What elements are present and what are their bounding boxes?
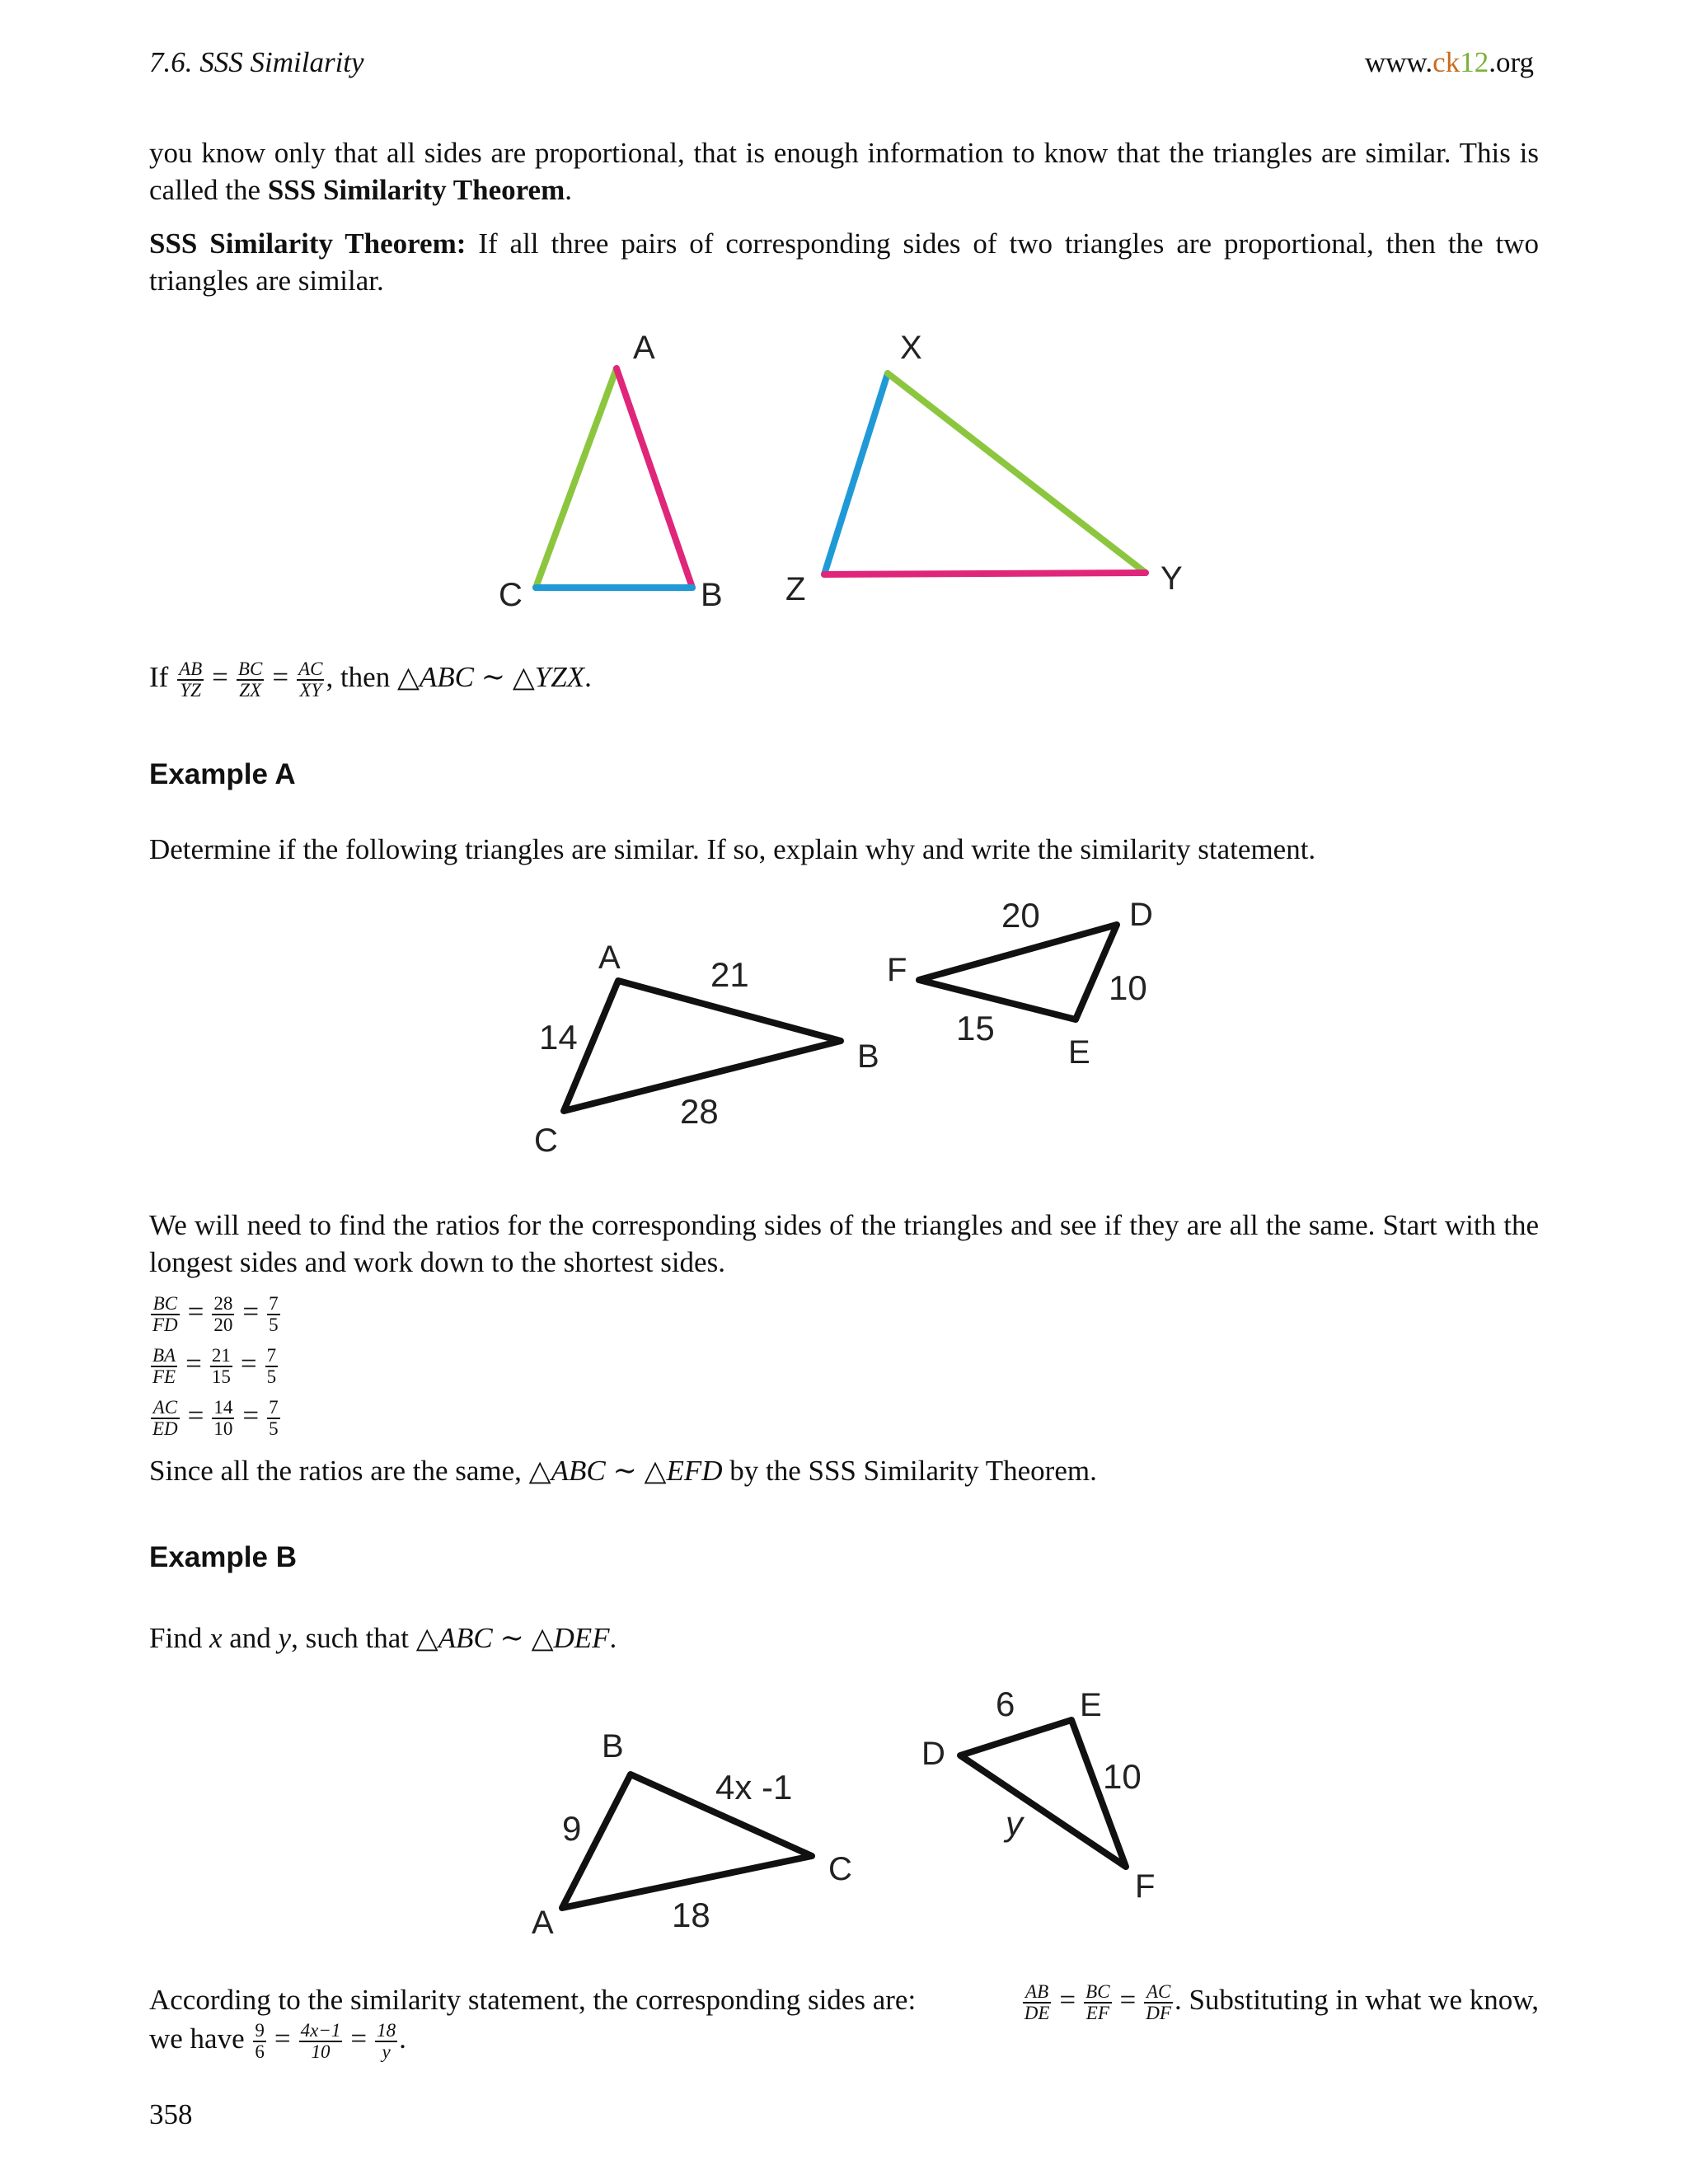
similarity-condition: If $\frac{AB}{YZ}$ = $\frac{BC}{ZX}$ = $\frac{AC}{XY}$ , then △ABC ∼ △YZX. xyxy=(149,658,592,701)
figure-example-a xyxy=(495,894,1203,1166)
side-label-10: 10 xyxy=(1103,1757,1142,1796)
example-b-equation: we have $\frac{9}{6}$ = $\frac{4x-1}{10}$ = $\frac{18}{y}$ . xyxy=(149,2020,406,2062)
theorem-paragraph: SSS Similarity Theorem: If all three pairs of corresponding sides of two triangles are proportional, then the two triangles are similar. xyxy=(149,227,1539,297)
side-label-28: 28 xyxy=(680,1092,719,1131)
example-a-prompt: Determine if the following triangles are similar. If so, explain why and write the similarity statement. xyxy=(149,833,1316,865)
label-b: B xyxy=(857,1038,879,1075)
side-label-15: 15 xyxy=(956,1009,995,1047)
label-c: C xyxy=(499,577,523,613)
ratio-row-1: $\frac{BC}{FD}$ = $\frac{28}{20}$ = $\frac{7}{5}$ xyxy=(152,1293,279,1335)
side-label-6: 6 xyxy=(996,1685,1015,1723)
example-a-heading: Example A xyxy=(149,758,296,790)
ratio-row-2: $\frac{BA}{FE}$ = $\frac{21}{15}$ = $\frac{7}{5}$ xyxy=(152,1345,277,1387)
label-z: Z xyxy=(785,571,806,607)
side-ab xyxy=(617,368,692,588)
side-label-18: 18 xyxy=(672,1896,710,1934)
theorem-label: SSS Similarity Theorem: xyxy=(149,227,467,260)
label-e: E xyxy=(1080,1687,1102,1723)
side-zy xyxy=(824,573,1146,574)
page-number: 358 xyxy=(149,2098,193,2130)
label-f: F xyxy=(887,952,907,988)
fraction-bc-zx: $\frac{BC}{ZX}$ xyxy=(237,658,263,701)
ratio-row-3: $\frac{AC}{ED}$ = $\frac{14}{10}$ = $\frac{7}{5}$ xyxy=(152,1397,279,1439)
label-b: B xyxy=(701,577,723,613)
label-b: B xyxy=(602,1728,624,1765)
example-b-correspondence: According to the similarity statement, the corresponding sides are: $\frac{AB}{DE}$ = $\frac{BC}{EF}$ = $\frac{AC}{DF}$ . Substituting in what we know, xyxy=(149,1981,1539,2023)
figure-triangles-abc-xyz xyxy=(462,326,1203,622)
side-ac xyxy=(536,368,617,588)
label-c: C xyxy=(534,1122,558,1159)
example-a-conclusion: Since all the ratios are the same, △ABC ∼ △EFD by the SSS Similarity Theorem. xyxy=(149,1455,1097,1487)
section-title: 7.6. SSS Similarity xyxy=(149,46,364,78)
intro-paragraph: you know only that all sides are proportional, that is enough information to know that the triangles are similar. This is called the SSS Similarity Theorem. xyxy=(149,137,1539,206)
label-y: Y xyxy=(1160,560,1183,597)
side-label-10: 10 xyxy=(1109,968,1147,1007)
label-a: A xyxy=(633,330,655,366)
example-b-prompt: Find x and y, such that △ABC ∼ △DEF. xyxy=(149,1622,617,1654)
side-label-14: 14 xyxy=(539,1018,578,1057)
label-x: X xyxy=(900,330,922,366)
fraction-ab-yz: $\frac{AB}{YZ}$ xyxy=(179,658,203,701)
side-label-21: 21 xyxy=(710,955,749,994)
label-a: A xyxy=(532,1905,554,1941)
triangle-xyz xyxy=(824,373,1146,574)
side-xy xyxy=(888,373,1146,573)
side-label-4x-1: 4x -1 xyxy=(715,1768,793,1807)
triangle-def-a xyxy=(919,925,1117,1019)
label-e: E xyxy=(1068,1034,1090,1071)
label-d: D xyxy=(921,1736,945,1772)
triangle-def-b xyxy=(960,1720,1126,1867)
side-label-y: y xyxy=(1006,1804,1023,1843)
label-a: A xyxy=(598,940,621,976)
triangle-abc xyxy=(536,368,692,588)
example-b-heading: Example B xyxy=(149,1541,297,1573)
figure-example-b xyxy=(511,1685,1203,1949)
side-label-9: 9 xyxy=(562,1809,582,1848)
example-a-explanation: We will need to find the ratios for the corresponding sides of the triangles and see if they are all the same. Start with the longest sides and work down to the shortest sides. xyxy=(149,1209,1539,1278)
side-label-20: 20 xyxy=(1001,896,1040,935)
side-xz xyxy=(824,373,888,574)
site-url[interactable]: www.ck12.org xyxy=(1364,46,1534,78)
fraction-ac-xy: $\frac{AC}{XY}$ xyxy=(298,658,323,701)
label-c: C xyxy=(828,1851,852,1887)
label-d: D xyxy=(1129,897,1153,933)
label-f: F xyxy=(1135,1868,1156,1905)
